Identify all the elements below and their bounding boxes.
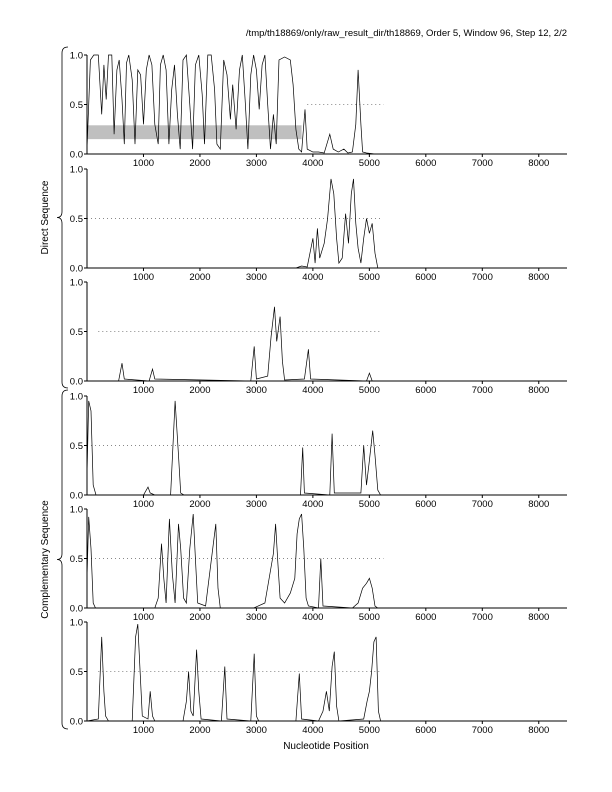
x-tick-label: 7000 [471, 272, 493, 283]
y-tick-label: 0.5 [69, 441, 83, 452]
x-tick-label: 8000 [528, 158, 550, 169]
y-tick-label: 1.0 [69, 391, 83, 403]
x-tick-label: 2000 [189, 612, 211, 623]
x-tick-label: 5000 [358, 499, 380, 510]
y-tick-label: 1.0 [69, 277, 83, 289]
y-tick-label: 0.0 [69, 490, 83, 502]
x-tick-label: 2000 [189, 499, 211, 510]
x-tick-label: 3000 [245, 158, 267, 169]
y-tick-label: 1.0 [69, 50, 83, 62]
x-tick-label: 6000 [415, 612, 437, 623]
y-tick-label: 0.5 [69, 100, 83, 111]
header-title: /tmp/th18869/only/raw_result_dir/th18869, Order 5, Window 96, Step 12, 2/2 [245, 28, 567, 39]
x-tick-label: 1000 [132, 385, 155, 396]
x-tick-label: 1000 [132, 158, 155, 169]
y-tick-label: 0.5 [69, 214, 83, 225]
x-tick-label: 3000 [245, 272, 267, 283]
x-tick-label: 5000 [358, 612, 380, 623]
x-tick-label: 5000 [358, 385, 380, 396]
x-tick-label: 8000 [528, 499, 550, 510]
panel-direct-3 [70, 278, 567, 397]
x-tick-label: 5000 [358, 158, 380, 169]
x-tick-label: 1000 [132, 725, 155, 736]
x-tick-label: 2000 [189, 725, 211, 736]
x-tick-label: 1000 [132, 272, 155, 283]
x-tick-label: 2000 [189, 385, 211, 396]
series-line [87, 624, 567, 721]
x-tick-label: 4000 [302, 385, 324, 396]
x-tick-label: 1000 [132, 612, 155, 623]
panel-direct-1 [70, 51, 567, 170]
x-tick-label: 4000 [302, 499, 324, 510]
x-tick-label: 3000 [245, 725, 267, 736]
x-tick-label: 8000 [528, 272, 550, 283]
y-tick-label: 0.5 [69, 554, 83, 565]
series-line [87, 514, 567, 608]
x-tick-label: 5000 [358, 725, 380, 736]
x-tick-label: 7000 [471, 499, 493, 510]
x-tick-label: 7000 [471, 725, 493, 736]
y-tick-label: 0.0 [69, 149, 83, 161]
series-line [87, 179, 567, 268]
x-tick-label: 6000 [415, 158, 437, 169]
group-brackets [40, 47, 68, 729]
complementary-sequence-bracket [57, 390, 68, 729]
panel-complementary-3 [70, 618, 567, 737]
x-tick-label: 6000 [415, 272, 437, 283]
series-line [87, 307, 567, 381]
x-tick-label: 4000 [302, 612, 324, 623]
panel-complementary-2 [70, 505, 567, 624]
x-tick-label: 4000 [302, 158, 324, 169]
x-tick-label: 2000 [189, 158, 211, 169]
direct-sequence-bracket [57, 47, 68, 388]
x-tick-label: 7000 [471, 385, 493, 396]
x-tick-label: 7000 [471, 612, 493, 623]
x-tick-label: 6000 [415, 499, 437, 510]
x-tick-label: 8000 [528, 725, 550, 736]
panel-direct-2 [70, 165, 567, 284]
x-axis-label: Nucleotide Position [283, 741, 369, 752]
x-tick-label: 5000 [358, 272, 380, 283]
y-tick-label: 0.0 [69, 603, 83, 615]
x-tick-label: 1000 [132, 499, 155, 510]
y-tick-label: 0.0 [69, 716, 83, 728]
panel-complementary-1 [70, 392, 567, 511]
x-tick-label: 3000 [245, 499, 267, 510]
y-tick-label: 1.0 [69, 164, 83, 176]
y-tick-label: 0.0 [69, 263, 83, 275]
direct-sequence-label: Direct Sequence [40, 180, 51, 255]
y-tick-label: 0.0 [69, 376, 83, 388]
x-tick-label: 6000 [415, 725, 437, 736]
panels [70, 51, 567, 737]
x-tick-label: 7000 [471, 158, 493, 169]
series-line [87, 401, 567, 495]
x-tick-label: 3000 [245, 385, 267, 396]
x-tick-label: 4000 [302, 272, 324, 283]
x-tick-label: 4000 [302, 725, 324, 736]
x-tick-label: 8000 [528, 385, 550, 396]
y-tick-label: 0.5 [69, 327, 83, 338]
complementary-sequence-label: Complementary Sequence [40, 500, 51, 619]
x-tick-label: 2000 [189, 272, 211, 283]
x-tick-label: 6000 [415, 385, 437, 396]
y-tick-label: 1.0 [69, 617, 83, 629]
y-tick-label: 1.0 [69, 504, 83, 516]
x-tick-label: 3000 [245, 612, 267, 623]
y-tick-label: 0.5 [69, 667, 83, 678]
x-tick-label: 8000 [528, 612, 550, 623]
